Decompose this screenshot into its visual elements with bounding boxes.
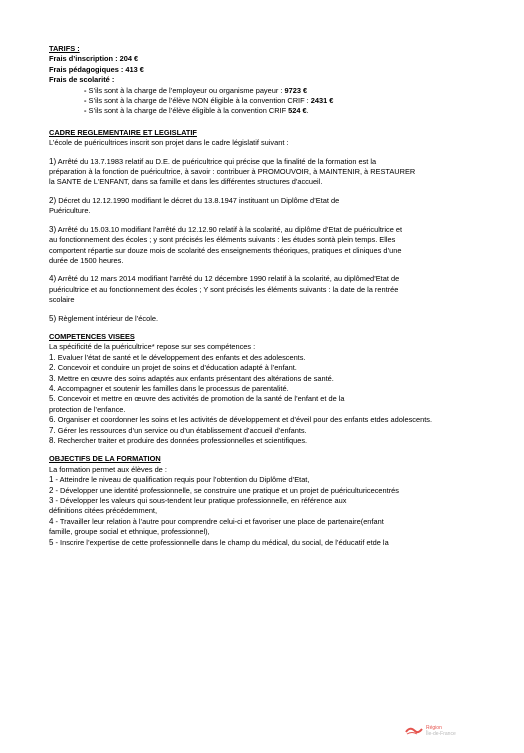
list-item: - S’ils sont à la charge de l’élève NON éligible à la convention CRIF : 2431 € [84,96,334,106]
frais-scolarite-label: Frais de scolarité : [49,75,115,85]
cadre-intro: L’école de puéricultrices inscrit son projet dans le cadre législatif suivant : [49,138,289,148]
tarifs-heading: TARIFS : [49,44,80,53]
list-item: 3. Mettre en œuvre des soins adaptés aux enfants présentant des altérations de santé. [49,373,334,383]
cadre-item-1: 1) Arrêté du 13.7.1983 relatif au D.E. de puéricultrice qui précise que la finalité de la formation est la préparation à la fonction de puéricultrice, à savoir : contribuer à PROMOUVOIR, à MAINTENIR, à RESTAURER la SANTE de L'ENFANT, dans sa famille et dans les différentes structures d'accueil. [49,156,416,187]
svg-text:Île-de-France: Île-de-France [426,731,456,737]
region-logo [404,723,484,737]
list-item: - S’ils sont à la charge de l’employeur ou organisme payeur : 9723 € [84,85,308,95]
scolarite-list [49,86,489,117]
frais-inscription: Frais d’inscription : 204 € [49,54,139,64]
list-item: 5 - Inscrire l’expertise de cette professionnelle dans le champ du médical, du social, de l’éducatif etde la [49,537,389,547]
list-item: 4 - Travailler leur relation à l’autre pour comprendre celui-ci et favoriser une place de partenaire(enfant famille, groupe social et ethnique, professionnel), [49,516,384,537]
competences-heading: COMPETENCES VISEES [49,331,135,341]
cadre-item-3: 3) Arrêté du 15.03.10 modifiant l’arrêté du 12.12.90 relatif à la scolarité, au diplôme d’Etat de puéricultrice et au fonctionnement des écoles ; y sont précisés les éléments suivants : les études sontà plein temps. Elles comportent répartie sur douze mois de scolarité des enseignements théoriques, pratiques et cliniques d’une durée de 1500 heures. [49,224,403,265]
competences-section [49,332,489,446]
logo-mark-icon [406,729,422,734]
cadre-heading: CADRE REGLEMENTAIRE ET LEGISLATIF [49,127,197,137]
frais-pedagogiques: Frais pédagogiques : 413 € [49,64,144,74]
list-item: 6. Organiser et coordonner les soins et les activités de développement et d’éveil pour des enfants etdes adolescents. [49,415,433,425]
cadre-section [49,128,489,324]
cadre-item-4: 4) Arrêté du 12 mars 2014 modifiant l’arrêté du 12 décembre 1990 relatif à la scolarité, au diplômed’Etat de puéricultrice et au fonctionnement des écoles ; Y sont précisés les éléments suivants : la date de la rentrée scolaire [49,274,400,305]
list-item: 4. Accompagner et soutenir les familles dans le processus de parentalité. [49,383,289,393]
cadre-item-5: 5) Règlement intérieur de l’école. [49,313,159,323]
list-item: 8. Rechercher traiter et produire des données professionnelles et scientifiques. [49,436,308,445]
objectifs-heading: OBJECTIFS DE LA FORMATION [49,454,161,464]
list-item: 7. Gérer les ressources d’un service ou d’un établissement d’accueil d’enfants. [49,425,307,435]
list-item: - S’ils sont à la charge de l’élève éligible à la convention CRIF 524 €. [84,106,309,116]
list-item: 3 - Développer les valeurs qui sous-tendent leur pratique professionnelle, en référence aux définitions citées précédemment, [49,496,347,516]
cadre-item-2: 2) Décret du 12.12.1990 modifiant le décret du 13.8.1947 instituant un Diplôme d’Etat de Puériculture. [49,195,340,216]
objectifs-section [49,454,489,548]
svg-text:Région: Région [426,725,442,731]
tarifs-section [49,44,489,117]
list-item: 1 - Atteindre le niveau de qualification requis pour l’obtention du Diplôme d’Etat, [49,475,310,485]
competences-intro: La spécificité de la puéricultrice* repose sur ses compétences : [49,342,256,352]
document-content [49,44,489,548]
list-item: 1. Evaluer l’état de santé et le développement des enfants et des adolescents. [49,352,306,362]
list-item: 5. Concevoir et mettre en œuvre des activités de promotion de la santé de l’enfant et de la protection de l’enfance. [49,394,345,414]
list-item: 2. Concevoir et conduire un projet de soins et d’éducation adapté à l’enfant. [49,363,297,373]
list-item: 2 - Développer une identité professionnelle, se construire une pratique et un projet de puériculturicecentrés [49,485,399,495]
objectifs-intro: La formation permet aux élèves de : [49,464,167,474]
